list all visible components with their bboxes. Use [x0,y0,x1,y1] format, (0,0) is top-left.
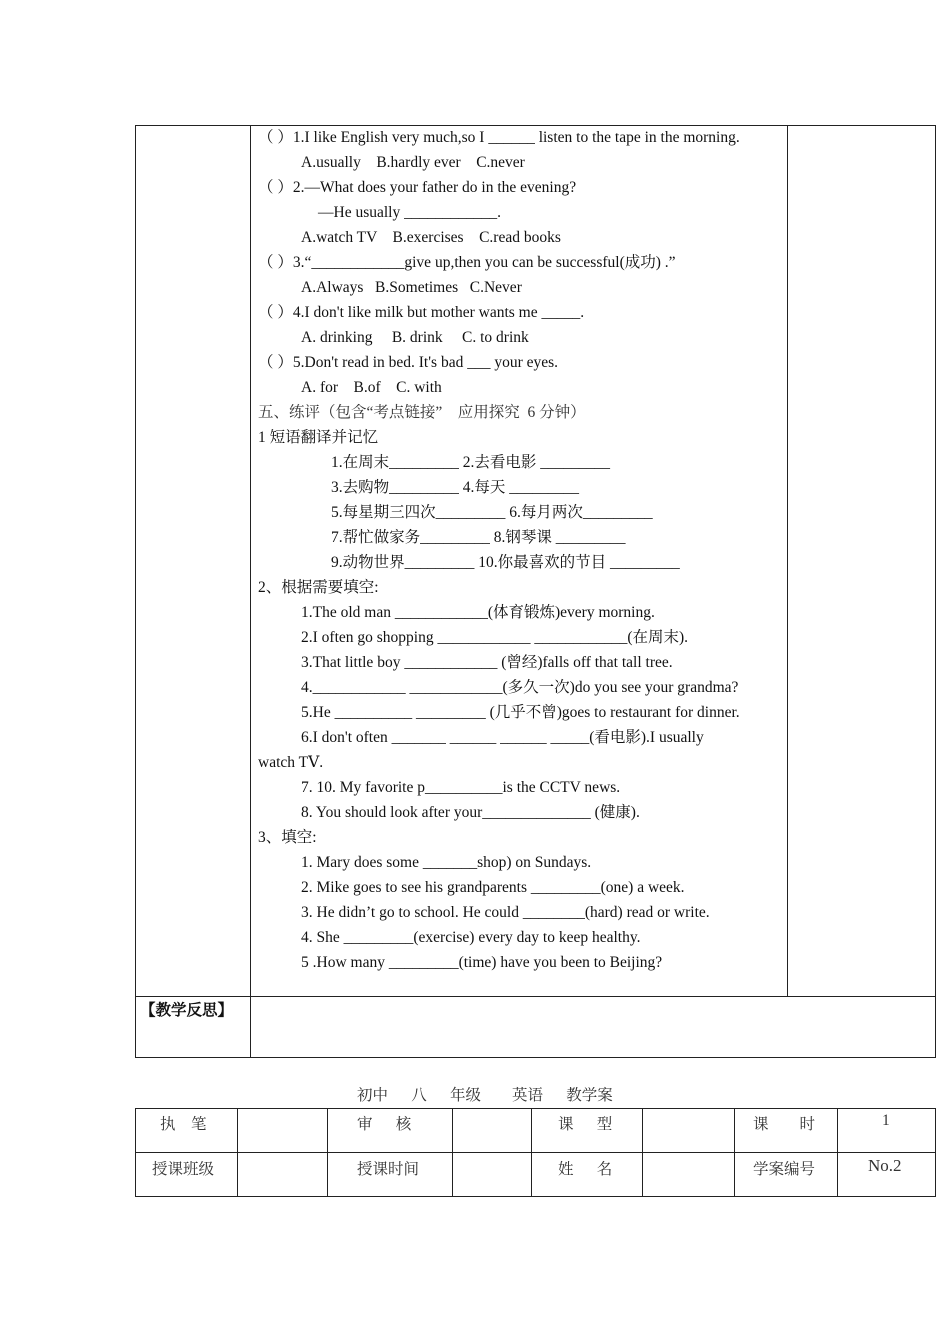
label-class: 授课班级 [152,1161,215,1178]
value-plan-number: No.2 [868,1156,902,1175]
info-col-line [327,1108,328,1197]
question-4: （ ）4.I don't like milk but mother wants me _____. [258,304,585,321]
phrase-row: 1.在周末_________ 2.去看电影 _________ [331,454,611,471]
table-right-col-divider [787,125,788,996]
info-col-line [935,1108,936,1197]
info-col-line [642,1108,643,1197]
fill3-item: 3. He didn’t go to school. He could ________(hard) read or write. [301,904,710,921]
question-5-options: A. for B.of C. with [301,379,442,396]
question-2-options: A.watch TV B.exercises C.read books [301,229,561,246]
fill-item: 4.____________ ____________(多久一次)do you see your grandma? [301,679,739,696]
label-author: 执 笔 [160,1116,207,1133]
fill-item: 1.The old man ____________(体育锻炼)every morning. [301,604,655,621]
question-3-options: A.Always B.Sometimes C.Never [301,279,522,296]
phrase-row: 9.动物世界_________ 10.你最喜欢的节目 _________ [331,554,680,571]
phrase-row: 3.去购物_________ 4.每天 _________ [331,479,580,496]
fill-item: 3.That little boy ____________ (曾经)falls off that tall tree. [301,654,673,671]
info-table-mid [135,1152,936,1153]
info-col-line [452,1108,453,1197]
info-col-line [135,1108,136,1197]
fill-item: 2.I often go shopping ____________ ____________(在周末). [301,629,689,646]
info-col-line [237,1108,238,1197]
table-left-border [135,125,136,1058]
info-col-line [837,1108,838,1197]
plan-header: 初中 八 年级 英语 教学案 [357,1087,613,1104]
table-col-divider [250,125,251,1058]
question-2-answer: —He usually ____________. [318,204,501,221]
phrase-row: 5.每星期三四次_________ 6.每月两次_________ [331,504,653,521]
question-4-options: A. drinking B. drink C. to drink [301,329,529,346]
fill-item-continuation: watch TⅤ. [258,754,324,771]
fill3-item: 2. Mike goes to see his grandparents _________(one) a week. [301,879,685,896]
label-reviewer: 审 核 [357,1116,412,1133]
question-1-options: A.usually B.hardly ever C.never [301,154,525,171]
fill3-item: 4. She _________(exercise) every day to keep healthy. [301,929,641,946]
fill-item: 7. 10. My favorite p__________is the CCTV news. [301,779,621,796]
table-top-border [135,125,936,126]
info-col-line [531,1108,532,1197]
fill-item: 6.I don't often _______ ______ ______ _____(看电影).I usually [301,729,704,746]
fill3-item: 5 .How many _________(time) have you been to Beijing? [301,954,663,971]
phrase-row: 7.帮忙做家务_________ 8.钢琴课 _________ [331,529,626,546]
fill-item: 5.He __________ _________ (几乎不曾)goes to restaurant for dinner. [301,704,740,721]
question-3: （ ）3.“____________give up,then you can be successful(成功) .” [258,254,676,271]
fill3-item: 1. Mary does some _______shop) on Sundays. [301,854,592,871]
table-right-border [935,125,936,1058]
question-5: （ ）5.Don't read in bed. It's bad ___ your eyes. [258,354,559,371]
section-5-title: 五、练评（包含“考点链接” 应用探究 6 分钟） [258,404,586,421]
info-table-bottom [135,1196,936,1197]
label-period: 课 时 [753,1116,816,1133]
fill-item: 8. You should look after your______________ (健康). [301,804,640,821]
question-2: （ ）2.—What does your father do in the evening? [258,179,577,196]
question-1: （ ）1.I like English very much,so I ______ listen to the tape in the morning. [258,129,740,146]
reflection-label: 【教学反思】 [140,1002,234,1019]
label-plan-number: 学案编号 [753,1161,816,1178]
part-1-title: 1 短语翻译并记忆 [258,429,379,446]
table-row-divider [135,996,936,997]
part-2-title: 2、根据需要填空: [258,579,379,596]
label-name: 姓 名 [558,1161,613,1178]
label-lesson-type: 课 型 [558,1116,613,1133]
info-table-top [135,1108,936,1109]
table-bottom-border [135,1057,936,1058]
part-3-title: 3、填空: [258,829,317,846]
label-teaching-time: 授课时间 [357,1161,420,1178]
value-period: 1 [882,1112,890,1129]
info-col-line [734,1108,735,1197]
